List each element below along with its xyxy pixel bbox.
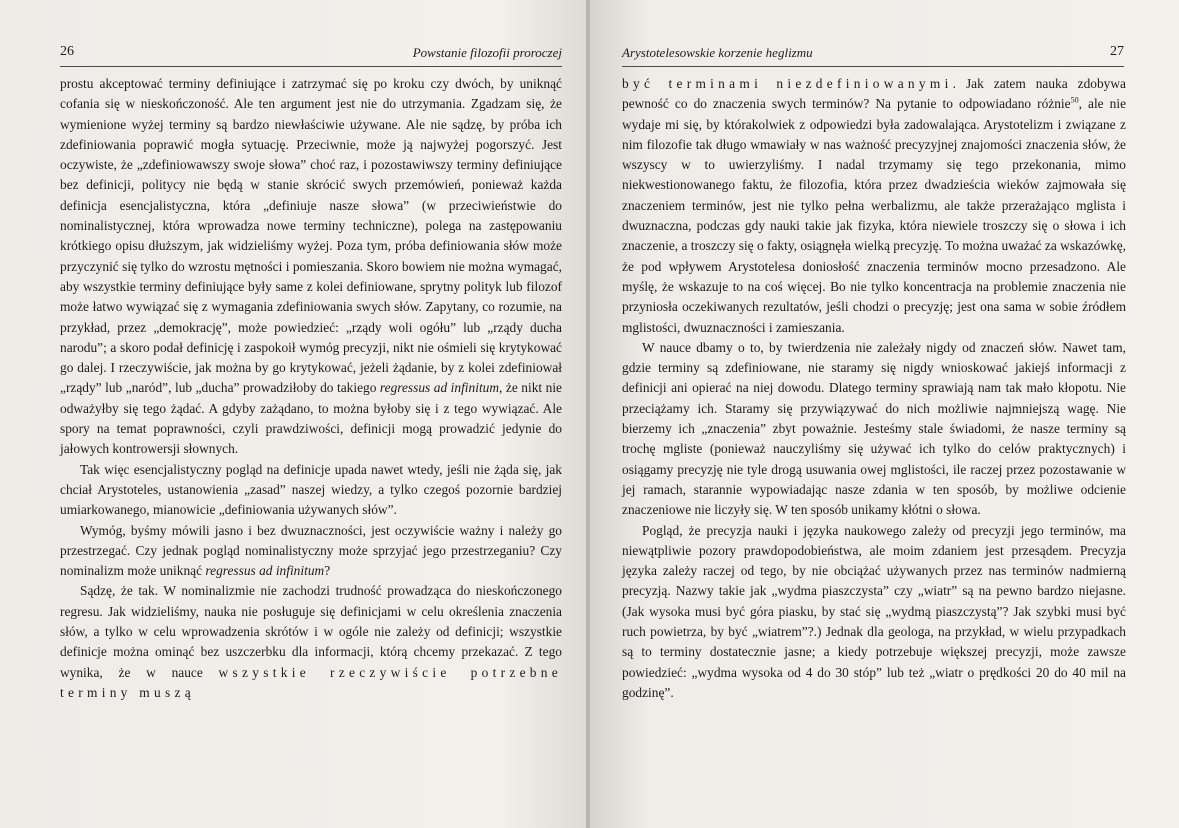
body-text-run: , że nikt nie odważyłby się tego żądać. A gdyby zażądano, to można byłoby się i z tego wywiązać. Ale spory na temat poprawności, czyli prawdziwości, definicji mogą prowadzić jedynie do jałowych kontrowersji słownych. [60,380,562,457]
spaced-emphasis-text: być terminami niezdefiniowanymi [622,76,953,91]
body-text-run: Wymóg, byśmy mówili jasno i bez dwuznaczności, jest oczywiście ważny i należy go przestrzegać. Czy jednak pogląd nominalistyczny może sprzyjać jego przestrzeganiu? Czy nominalizm może uniknąć [60,522,562,579]
right-body-text [622,74,1126,703]
body-text-run: prostu akceptować terminy definiujące i zatrzymać się po kroku czy dwóch, by uniknąć cofania się w nieskończoność. Ale ten argument jest nie do utrzymania. Zgadzam się, że wymienione wyżej terminy są bardzo niewłaściwie używane. Ale nie sądzę, by próba ich zdefiniowania poprawić mogła sytuację. Przeciwnie, może ją najwyżej pogorszyć. Jest oczywiste, że „zdefiniowawszy swoje słowa” choć raz, i pozostawiwszy terminy definiujące bez definicji, politycy nie będą w stanie skrócić swych przemówień, ponieważ każda definicja esencjalistyczna, która „definiuje nasze słowa” (w przeciwieństwie do nominalistycznej, która wprowadza nowe terminy techniczne), polega na zastępowaniu krótkiego opisu dłuższym, jak widzieliśmy wyżej. Poza tym, próba definiowania słów może przyczynić się tylko do wzrostu mętności i pomieszania. Skoro bowiem nie można wymagać, aby wszystkie terminy definiujące były same z kolei definiowane, sprytny polityk lub filozof może łatwo wywiązać się z wymagania zdefiniowania swych słów. Zapytany, co rozumie, na przykład, przez „demokrację”, może powiedzieć: „rządy woli ogółu” lub „rządy ducha narodu”; a skoro podał definicję i zaspokoił wymóg precyzji, nikt nie ośmieli się krytykować go dalej. I rzeczywiście, jak można by go krytykować, jeżeli żądanie, by z kolei zdefiniował „rządy” lub „naród”, lub „ducha” prowadziłoby do takiego [60,76,562,396]
paragraph [60,460,562,521]
italic-text: regressus ad infinitum [205,563,325,579]
paragraph [60,74,562,460]
italic-text: regressus ad infinitum [379,380,500,396]
left-header-rule [60,66,562,67]
paragraph [622,74,1126,338]
body-text-run: Pogląd, że precyzja nauki i języka naukowego zależy od precyzji jego terminów, ma niewątpliwie pozory prawdopodobieństwa, ale moim zdaniem jest przesądem. Precyzja języka zależy raczej od tego, by nie obciążać używanych przez nas terminów nadmierną precyzją. Nazwy takie jak „wydma piaszczysta” czy „wiatr” są na pewno bardzo niejasne. (Jak wysoka musi być góra piasku, by stać się „wydmą piaszczystą”? Jak szybki musi być ruch powietrza, by być „wiatrem”?.) Jednak dla geologa, na przykład, w wielu przypadkach są to terminy dostatecznie jasne; a kiedy potrzebuje większej precyzji, może zawsze powiedzieć: „wydma wysoka od 4 do 30 stóp” lub też „wiatr o prędkości 20 do 40 mil na godzinę”. [622,522,1126,700]
body-text-run: Sądzę, że tak. W nominalizmie nie zachodzi trudność prowadząca do nieskończonego regresu. Jak widzieliśmy, nauka nie posługuje się definicjami w celu określenia znaczenia słów, a tylko w celu wprowadzenia skrótów i w ogóle nie zależy od definicji; wszystkie definicje można ominąć bez uszczerbku dla informacji, którą chcemy przekazać. Z tego wynika, że w nauce [60,583,562,680]
body-text-run: ? [324,563,331,579]
body-text-run: , ale nie wydaje mi się, by którakolwiek z odpowiedzi była zadowalająca. Arystotelizm i związane z nim filozofie tak długo wmawiały w nas ważność precyzyjnej znajomości znaczenia słów, że wszyscy w to uwierzyliśmy. I nadal trzymamy się tego przekonania, mimo niekwestionowanego faktu, że filozofia, która przez dwadzieścia wieków zajmowała się znaczeniem terminów, jest nie tylko pełna werbalizmu, ale także przerażająco mglista i dwuznaczna, podczas gdy nauki takie jak fizyka, która niewiele troszczy się o słowa i ich znaczenie, a troszczy się o fakty, osiągnęła wielką precyzję. To można uważać za wskazówkę, że pod wpływem Arystotelesa doniosłość znaczenia terminów mocno przesadzono. Ale myślę, że wskazuje to na coś więcej. Bo nie tylko koncentracja na problemie znaczenia nie przyniosła oczekiwanych rezultatów, jeśli chodzi o precyzję; jest ona sama w sobie źródłem mglistości, dwuznaczności i zamieszania. [622,96,1127,335]
body-text-run: . Jak zatem nauka zdobywa pewność co do znaczenia swych terminów? Na pytanie to odpowiadano różnie [622,76,1126,112]
paragraph [622,338,1126,521]
paragraph [622,521,1126,704]
left-running-title: Powstanie filozofii proroczej [412,45,562,60]
body-text-run: Tak więc esencjalistyczny pogląd na definicje upada nawet wtedy, jeśli nie żąda się, jak chciał Arystoteles, ustanowienia „zasad” naszej wiedzy, a tylko czegoś pozornie bardziej umiarkowanego, mianowicie „definiowania używanych słów”. [60,461,562,518]
body-text-run: W nauce dbamy o to, by twierdzenia nie zależały nigdy od znaczeń słów. Nawet tam, gdzie terminy są zdefiniowane, nie staramy się nigdy wnioskować jakiejś informacji z definicji ani opierać na niej dowodu. Dlatego terminy sprawiają nam tak mało kłopotu. Nie przeciążamy ich. Staramy się przywiązywać do nich możliwie najmniejszą wagę. Nie bierzemy ich „znaczenia” zbyt poważnie. Jesteśmy stale świadomi, że nasze terminy są trochę mgliste (ponieważ nauczyliśmy się używać ich tylko do celów praktycznych) i osiągamy precyzję nie tyle drogą usuwania owej mglistości, ile raczej przez pozostawanie w jej ramach, starannie wypowiadając nasze zdania w ten sposób, by możliwe odcienie znaczeniowe nie liczyły się. W ten sposób unikamy kłótni o słowa. [622,339,1126,518]
left-running-head [60,44,562,64]
left-page-number: 26 [60,44,74,59]
left-page [0,0,588,828]
footnote-ref: 50 [1070,95,1079,105]
paragraph [60,521,562,582]
left-body-text [60,74,562,703]
paragraph [60,581,562,703]
right-running-head [622,44,1124,64]
right-running-title: Arystotelesowskie korzenie heglizmu [622,45,813,60]
right-header-rule [622,66,1124,67]
right-page-number: 27 [1110,44,1124,59]
right-page [590,0,1179,828]
spaced-emphasis-text: wszystkie rzeczywiście potrzebne terminy muszą [60,664,562,700]
